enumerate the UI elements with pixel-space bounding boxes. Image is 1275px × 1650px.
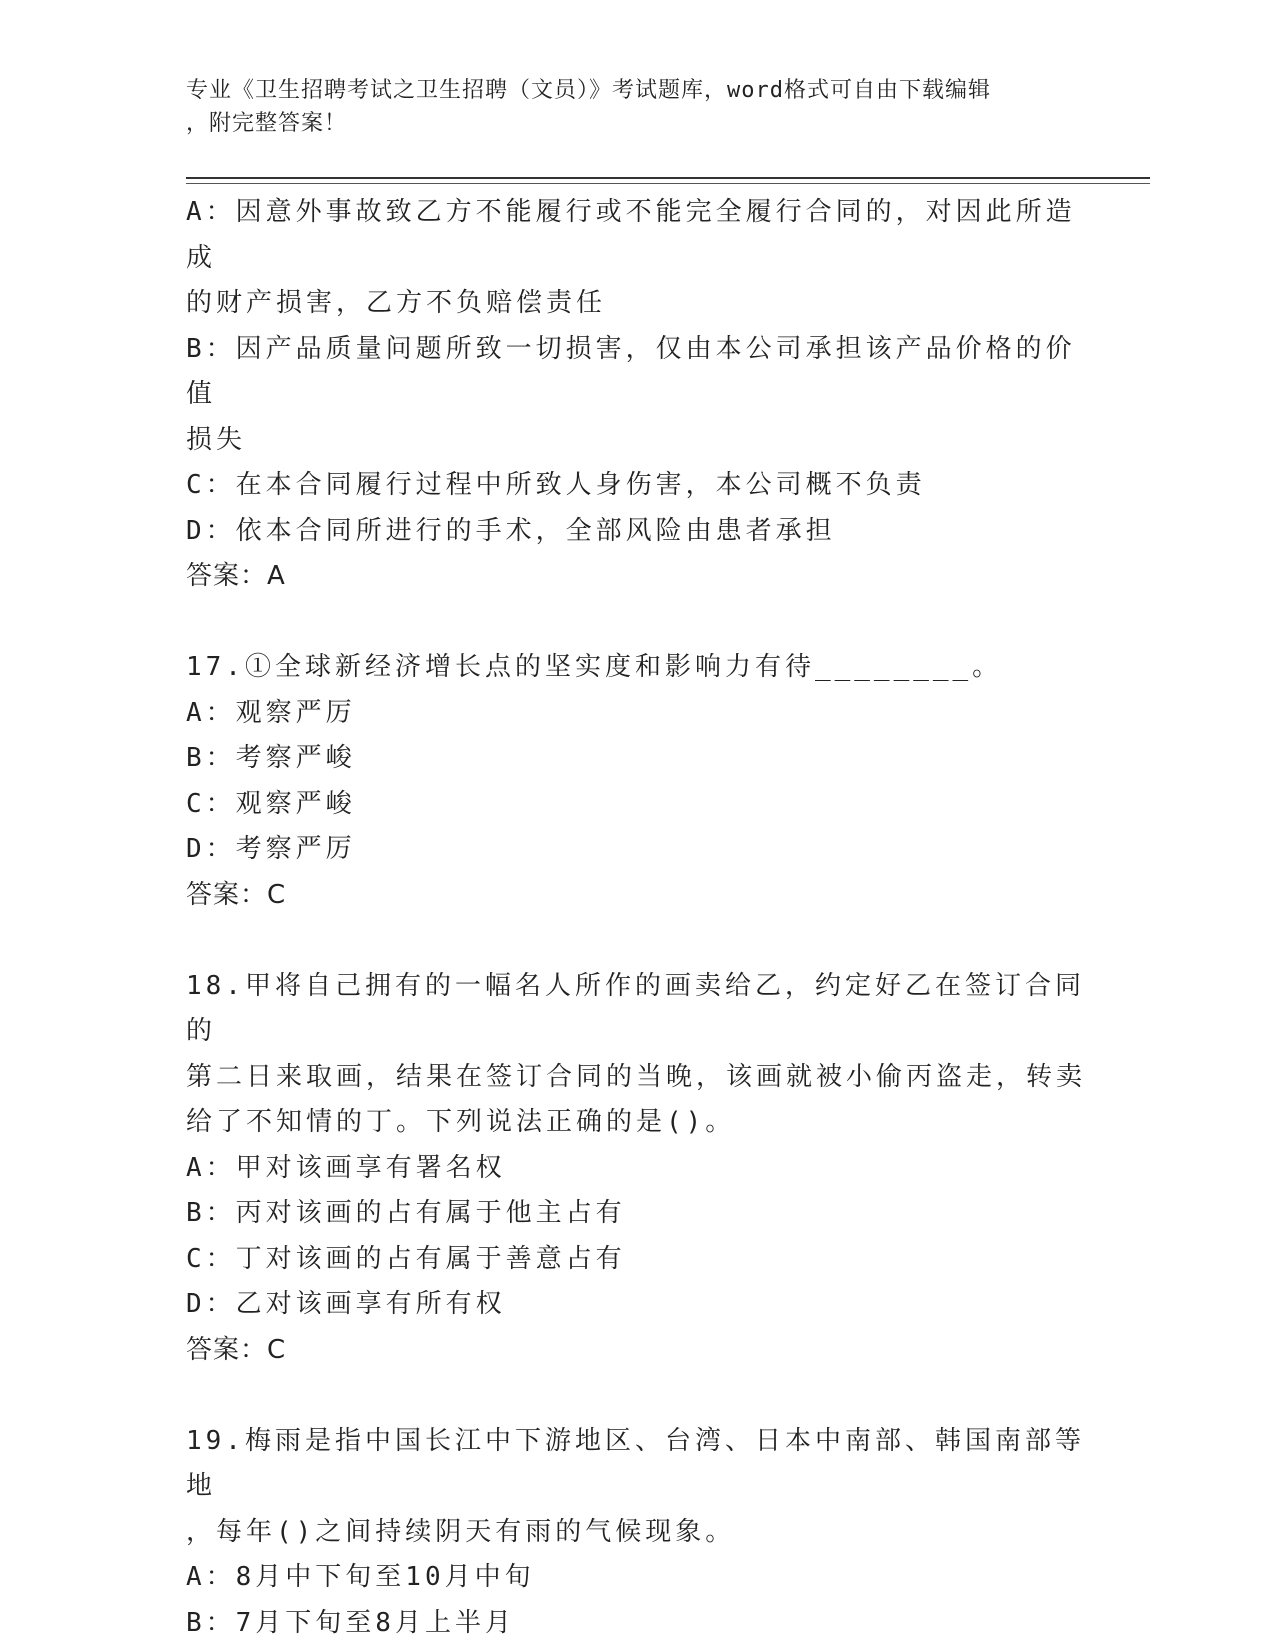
option-a: A：8月中下旬至10月中旬 [186,1562,535,1592]
option-c: C：在本合同履行过程中所致人身伤害，本公司概不负责 [186,470,926,500]
spacer [186,600,1086,646]
question-text-line-1: 19.梅雨是指中国长江中下游地区、台湾、日本中南部、韩国南部等地 [186,1425,1085,1501]
option-b-line-2: 损失 [186,424,247,455]
header-line-2: ，附完整答案！ [186,111,348,136]
option-d: D：乙对该画享有所有权 [186,1289,506,1319]
header-divider-thin [186,183,1150,184]
option-a-line-1: A：因意外事故致乙方不能履行或不能完全履行合同的，对因此所造成 [186,197,1076,273]
answer: 答案：A [186,561,286,591]
question-text-line-2: ，每年()之间持续阴天有雨的气候现象。 [186,1516,736,1547]
option-a-line-2: 的财产损害，乙方不负赔偿责任 [186,288,607,318]
spacer [186,918,1086,964]
option-b: B：7月下旬至8月上半月 [186,1607,515,1638]
answer: 答案：C [186,1334,287,1365]
spacer [186,1373,1086,1419]
question-text-line-2: 第二日来取画，结果在签订合同的当晚，该画就被小偷丙盗走，转卖 [186,1061,1087,1092]
question-text-line-1: 18.甲将自己拥有的一幅名人所作的画卖给乙，约定好乙在签订合同的 [186,970,1085,1046]
document-header [186,74,1066,140]
option-c: C：丁对该画的占有属于善意占有 [186,1243,626,1274]
option-b-line-1: B：因产品质量问题所致一切损害，仅由本公司承担该产品价格的价值 [186,333,1076,409]
question-text-line-3: 给了不知情的丁。下列说法正确的是()。 [186,1107,736,1137]
option-b: B：考察严峻 [186,743,356,773]
question-16 [186,190,1086,600]
option-d: D：依本合同所进行的手术，全部风险由患者承担 [186,515,836,546]
option-c: C：观察严峻 [186,788,356,819]
option-b: B：丙对该画的占有属于他主占有 [186,1198,626,1228]
header-divider-thick [186,177,1150,179]
question-19 [186,1419,1086,1647]
question-18 [186,964,1086,1374]
question-text: 17.①全球新经济增长点的坚实度和影响力有待________。 [186,652,1003,682]
option-a: A：观察严厉 [186,697,356,728]
question-list [186,190,1086,1646]
answer: 答案：C [186,879,287,910]
header-line-1: 专业《卫生招聘考试之卫生招聘（文员）》考试题库，word格式可自由下载编辑 [186,78,991,103]
option-a: A：甲对该画享有署名权 [186,1152,506,1183]
option-d: D：考察严厉 [186,834,356,864]
question-17 [186,645,1086,918]
